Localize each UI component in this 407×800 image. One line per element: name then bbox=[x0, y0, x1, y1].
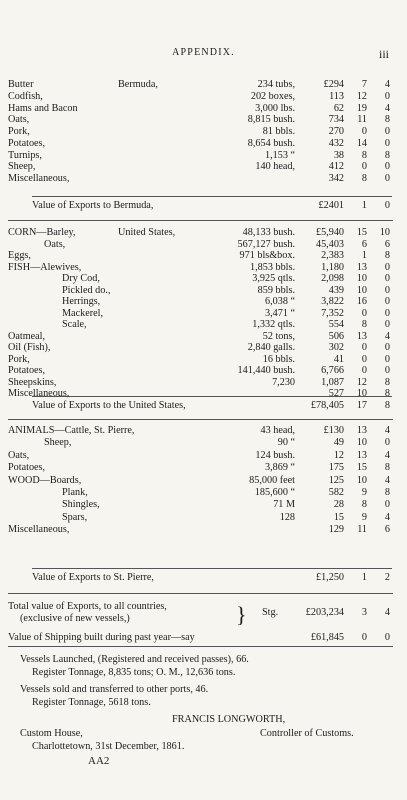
item-quantity: 234 tubs, bbox=[257, 79, 295, 90]
item-pence: 6 bbox=[384, 238, 390, 250]
item-quantity: 85,000 feet bbox=[249, 474, 295, 486]
section-total-pence: 0 bbox=[384, 200, 390, 211]
item-quantity: 128 bbox=[279, 511, 295, 523]
item-name: WOOD—Boards, bbox=[8, 474, 82, 486]
item-quantity: 71 M bbox=[273, 499, 295, 511]
item-shillings: 12 bbox=[356, 90, 367, 102]
brace-glyph: } bbox=[236, 602, 247, 627]
table-row bbox=[0, 239, 407, 251]
divider bbox=[8, 646, 393, 647]
item-name: Plank, bbox=[62, 487, 88, 498]
item-quantity: 971 bls&box. bbox=[239, 250, 295, 261]
table-row bbox=[0, 342, 407, 354]
item-pounds: 1,180 bbox=[321, 261, 344, 273]
item-shillings: 13 bbox=[356, 330, 367, 342]
section-total-label: Value of Exports to St. Pierre, bbox=[32, 572, 154, 583]
item-pounds: 62 bbox=[333, 102, 344, 114]
vessels-tonnage: Register Tonnage, 8,835 tons; O. M., 12,636 tons. bbox=[32, 667, 236, 678]
item-name: Potatoes, bbox=[8, 462, 46, 474]
shipping-pounds: £61,845 bbox=[310, 632, 344, 643]
item-quantity: 124 bush. bbox=[255, 449, 295, 461]
item-pounds: 15 bbox=[333, 511, 344, 523]
item-name: Miscellaneous, bbox=[8, 524, 70, 536]
item-pounds: £294 bbox=[323, 79, 344, 90]
total-rule bbox=[32, 196, 392, 197]
item-name: FISH—Alewives, bbox=[8, 261, 82, 273]
item-pounds: £5,940 bbox=[315, 227, 344, 238]
shipping-shillings: 0 bbox=[361, 632, 367, 643]
item-pence: 0 bbox=[384, 365, 390, 376]
item-name: Scale, bbox=[62, 319, 87, 330]
item-quantity: 1,153 “ bbox=[265, 149, 295, 161]
place-date: Charlottetown, 31st December, 1861. bbox=[32, 741, 185, 752]
section-total-row bbox=[0, 572, 407, 584]
item-pounds: 302 bbox=[328, 342, 344, 353]
item-name: Sheep, bbox=[44, 437, 72, 449]
table-row bbox=[0, 273, 407, 285]
item-pounds: 2,098 bbox=[321, 273, 344, 284]
section-total-label: Value of Exports to Bermuda, bbox=[32, 200, 154, 211]
item-pounds: 582 bbox=[328, 487, 344, 498]
item-pence: 0 bbox=[384, 307, 390, 319]
item-pounds: 527 bbox=[328, 388, 344, 399]
item-quantity: 2,840 galls. bbox=[247, 342, 295, 353]
item-shillings: 10 bbox=[356, 437, 367, 449]
section-total-row bbox=[0, 200, 407, 212]
table-row bbox=[0, 285, 407, 297]
item-pounds: 1,087 bbox=[321, 376, 344, 388]
divider bbox=[8, 593, 393, 594]
item-name: Codfish, bbox=[8, 90, 43, 102]
section-total-pounds: £1,250 bbox=[315, 572, 344, 583]
item-pence: 4 bbox=[384, 102, 390, 114]
item-shillings: 13 bbox=[356, 425, 367, 436]
item-pence: 8 bbox=[384, 462, 390, 474]
item-shillings: 10 bbox=[356, 474, 367, 486]
item-name: Oatmeal, bbox=[8, 330, 46, 342]
item-name: Miscellaneous, bbox=[8, 388, 70, 399]
item-pence: 4 bbox=[384, 79, 390, 90]
item-pence: 0 bbox=[384, 342, 390, 353]
item-quantity: 3,869 “ bbox=[265, 462, 295, 474]
item-pounds: 506 bbox=[328, 330, 344, 342]
total-rule bbox=[32, 568, 392, 569]
item-pence: 0 bbox=[384, 261, 390, 273]
item-pence: 8 bbox=[384, 149, 390, 161]
item-pounds: 38 bbox=[333, 149, 344, 161]
item-name: Oil (Fish), bbox=[8, 342, 51, 353]
item-shillings: 9 bbox=[361, 511, 367, 523]
item-shillings: 8 bbox=[361, 173, 367, 184]
total-rule bbox=[32, 396, 392, 397]
table-row bbox=[0, 475, 407, 487]
item-name: Sheep, bbox=[8, 161, 36, 173]
item-pence: 0 bbox=[384, 173, 390, 184]
item-quantity: 3,471 “ bbox=[265, 307, 295, 319]
item-pence: 4 bbox=[384, 511, 390, 523]
table-row bbox=[0, 308, 407, 320]
item-quantity: 3,925 qtls. bbox=[252, 273, 295, 284]
item-quantity: 16 bbls. bbox=[262, 353, 295, 365]
item-quantity: 7,230 bbox=[272, 376, 295, 388]
section-total-shillings: 1 bbox=[361, 572, 367, 583]
signatory-name: FRANCIS LONGWORTH, bbox=[172, 714, 286, 725]
item-pence: 0 bbox=[384, 296, 390, 307]
table-row bbox=[0, 114, 407, 126]
grand-total-stg: Stg. bbox=[262, 607, 279, 618]
item-destination: Bermuda, bbox=[118, 79, 158, 90]
item-pence: 4 bbox=[384, 449, 390, 461]
item-shillings: 11 bbox=[357, 524, 367, 536]
item-name: Potatoes, bbox=[8, 365, 46, 376]
table-row bbox=[0, 437, 407, 449]
item-pounds: 175 bbox=[328, 462, 344, 474]
item-name: Pork, bbox=[8, 353, 30, 365]
item-name: Potatoes, bbox=[8, 137, 46, 149]
item-destination: United States, bbox=[118, 227, 176, 238]
item-shillings: 0 bbox=[361, 307, 367, 319]
table-row bbox=[0, 499, 407, 511]
item-pounds: 439 bbox=[328, 284, 344, 296]
item-pence: 4 bbox=[384, 425, 390, 436]
section-total-pounds: £78,405 bbox=[310, 400, 344, 411]
item-pounds: 342 bbox=[328, 173, 344, 184]
item-pence: 6 bbox=[384, 524, 390, 536]
table-row bbox=[0, 462, 407, 474]
item-pence: 0 bbox=[384, 137, 390, 149]
item-shillings: 0 bbox=[361, 342, 367, 353]
page-number: iii bbox=[378, 47, 389, 61]
item-shillings: 10 bbox=[356, 273, 367, 284]
item-shillings: 0 bbox=[361, 161, 367, 173]
item-shillings: 12 bbox=[356, 376, 367, 388]
table-row bbox=[0, 250, 407, 262]
table-row bbox=[0, 319, 407, 331]
item-pence: 0 bbox=[384, 319, 390, 330]
item-shillings: 10 bbox=[356, 388, 367, 399]
item-quantity: 81 bbls. bbox=[262, 126, 295, 137]
office-left: Custom House, bbox=[20, 728, 83, 739]
table-row bbox=[0, 425, 407, 437]
item-pence: 8 bbox=[384, 487, 390, 498]
item-name: Dry Cod, bbox=[62, 273, 100, 284]
section-total-label: Value of Exports to the United States, bbox=[32, 400, 186, 411]
item-pounds: 432 bbox=[328, 137, 344, 149]
shipping-row bbox=[0, 632, 407, 644]
item-shillings: 15 bbox=[356, 462, 367, 474]
grand-total-shillings: 3 bbox=[361, 607, 367, 618]
section-total-pounds: £2401 bbox=[318, 200, 344, 211]
item-shillings: 8 bbox=[361, 319, 367, 330]
item-shillings: 0 bbox=[361, 353, 367, 365]
vessels-launched: Vessels Launched, (Registered and received passes), 66. bbox=[20, 654, 249, 665]
item-pounds: 129 bbox=[328, 524, 344, 536]
item-pounds: 554 bbox=[328, 319, 344, 330]
table-row bbox=[0, 377, 407, 389]
item-pence: 0 bbox=[384, 161, 390, 173]
item-pence: 4 bbox=[384, 330, 390, 342]
item-shillings: 15 bbox=[356, 227, 367, 238]
item-pounds: 113 bbox=[329, 90, 344, 102]
item-name: Pork, bbox=[8, 126, 30, 137]
item-name: Sheepskins, bbox=[8, 376, 57, 388]
divider bbox=[8, 220, 393, 221]
table-row bbox=[0, 173, 407, 185]
item-quantity: 140 head, bbox=[255, 161, 295, 173]
grand-total-pounds: £203,234 bbox=[305, 607, 344, 618]
section-total-row bbox=[0, 400, 407, 412]
item-pence: 0 bbox=[384, 499, 390, 511]
item-shillings: 0 bbox=[361, 126, 367, 137]
table-row bbox=[0, 138, 407, 150]
item-name: Turnips, bbox=[8, 149, 42, 161]
item-quantity: 202 boxes, bbox=[250, 90, 295, 102]
item-pounds: 7,352 bbox=[321, 307, 344, 319]
item-name: Spars, bbox=[62, 511, 88, 523]
office-right: Controller of Customs. bbox=[260, 728, 354, 739]
item-shillings: 19 bbox=[356, 102, 367, 114]
signature-mark: AA2 bbox=[88, 755, 110, 767]
table-row bbox=[0, 388, 407, 400]
shipping-label: Value of Shipping built during past year—say bbox=[8, 632, 195, 643]
item-pence: 8 bbox=[384, 388, 390, 399]
page-header bbox=[0, 47, 407, 61]
vessels-sold-tonnage: Register Tonnage, 5618 tons. bbox=[32, 697, 151, 708]
item-name: Oats, bbox=[8, 114, 30, 126]
item-shillings: 11 bbox=[357, 114, 367, 126]
item-name: Herrings, bbox=[62, 296, 101, 307]
item-pence: 0 bbox=[384, 90, 390, 102]
item-shillings: 9 bbox=[361, 487, 367, 498]
table-row bbox=[0, 150, 407, 162]
table-row bbox=[0, 296, 407, 308]
item-quantity: 1,853 bbls. bbox=[250, 261, 295, 273]
item-name: Mackerel, bbox=[62, 307, 104, 319]
table-row bbox=[0, 365, 407, 377]
shipping-pence: 0 bbox=[384, 632, 390, 643]
item-shillings: 1 bbox=[361, 250, 367, 261]
table-row bbox=[0, 91, 407, 103]
item-name: Hams and Bacon bbox=[8, 102, 78, 114]
item-pence: 0 bbox=[384, 284, 390, 296]
item-quantity: 567,127 bush. bbox=[237, 238, 295, 250]
item-pence: 4 bbox=[384, 474, 390, 486]
section-total-pence: 2 bbox=[384, 572, 390, 583]
item-quantity: 1,332 qtls. bbox=[252, 319, 295, 330]
item-shillings: 8 bbox=[361, 149, 367, 161]
table-row bbox=[0, 161, 407, 173]
item-pence: 8 bbox=[384, 250, 390, 261]
table-row bbox=[0, 450, 407, 462]
section-total-pence: 8 bbox=[384, 400, 390, 411]
item-shillings: 14 bbox=[356, 137, 367, 149]
item-shillings: 0 bbox=[361, 365, 367, 376]
item-name: Oats, bbox=[8, 449, 30, 461]
item-pounds: 734 bbox=[328, 114, 344, 126]
item-pounds: 2,383 bbox=[321, 250, 344, 261]
table-row bbox=[0, 79, 407, 91]
table-row bbox=[0, 354, 407, 366]
item-pounds: 412 bbox=[328, 161, 344, 173]
item-pounds: 49 bbox=[333, 437, 344, 449]
item-quantity: 43 head, bbox=[260, 425, 295, 436]
item-name: Pickled do., bbox=[62, 284, 111, 296]
item-pence: 8 bbox=[384, 376, 390, 388]
grand-total-values bbox=[0, 607, 407, 619]
item-shillings: 16 bbox=[356, 296, 367, 307]
item-pounds: 6,766 bbox=[321, 365, 344, 376]
item-quantity: 48,133 bush. bbox=[242, 227, 295, 238]
item-name: Shingles, bbox=[62, 499, 100, 511]
table-row bbox=[0, 126, 407, 138]
item-shillings: 6 bbox=[361, 238, 367, 250]
vessels-sold: Vessels sold and transferred to other ports, 46. bbox=[20, 684, 209, 695]
divider bbox=[8, 419, 393, 420]
item-pounds: 270 bbox=[328, 126, 344, 137]
item-quantity: 8,654 bush. bbox=[247, 137, 295, 149]
item-quantity: 8,815 bush. bbox=[247, 114, 295, 126]
table-row bbox=[0, 103, 407, 115]
item-quantity: 90 “ bbox=[277, 437, 295, 449]
item-name: Butter bbox=[8, 79, 34, 90]
item-quantity: 6,038 “ bbox=[265, 296, 295, 307]
item-shillings: 7 bbox=[361, 79, 367, 90]
item-shillings: 13 bbox=[356, 261, 367, 273]
item-pounds: £130 bbox=[323, 425, 344, 436]
item-name: Eggs, bbox=[8, 250, 31, 261]
item-name: Miscellaneous, bbox=[8, 173, 70, 184]
item-quantity: 52 tons, bbox=[262, 330, 295, 342]
section-total-shillings: 17 bbox=[356, 400, 367, 411]
table-row bbox=[0, 331, 407, 343]
item-shillings: 13 bbox=[356, 449, 367, 461]
item-name: ANIMALS—Cattle, St. Pierre, bbox=[8, 425, 135, 436]
item-pounds: 41 bbox=[333, 353, 344, 365]
page-title: APPENDIX. bbox=[172, 47, 235, 58]
item-name: CORN—Barley, bbox=[8, 227, 76, 238]
item-quantity: 141,440 bush. bbox=[237, 365, 295, 376]
item-pounds: 45,403 bbox=[315, 238, 344, 250]
item-pounds: 3,822 bbox=[321, 296, 344, 307]
item-pence: 0 bbox=[384, 353, 390, 365]
item-pence: 10 bbox=[379, 227, 390, 238]
item-pounds: 12 bbox=[333, 449, 344, 461]
item-shillings: 8 bbox=[361, 499, 367, 511]
grand-total-line2: (exclusive of new vessels,) bbox=[20, 613, 130, 624]
item-pounds: 28 bbox=[333, 499, 344, 511]
item-pounds: 125 bbox=[328, 474, 344, 486]
table-row bbox=[0, 487, 407, 499]
table-row bbox=[0, 227, 407, 239]
table-row bbox=[0, 262, 407, 274]
section-total-shillings: 1 bbox=[361, 200, 367, 211]
item-pence: 8 bbox=[384, 114, 390, 126]
item-name: Oats, bbox=[44, 238, 66, 250]
grand-total-pence: 4 bbox=[384, 607, 390, 618]
grand-total-line1: Total value of Exports, to all countries, bbox=[8, 601, 167, 612]
table-row bbox=[0, 512, 407, 524]
item-quantity: 3,000 lbs. bbox=[255, 102, 295, 114]
item-pence: 0 bbox=[384, 126, 390, 137]
item-quantity: 859 bbls. bbox=[257, 284, 295, 296]
item-shillings: 10 bbox=[356, 284, 367, 296]
item-pence: 0 bbox=[384, 437, 390, 449]
item-quantity: 185,600 “ bbox=[254, 487, 295, 498]
table-row bbox=[0, 524, 407, 536]
item-pence: 0 bbox=[384, 273, 390, 284]
